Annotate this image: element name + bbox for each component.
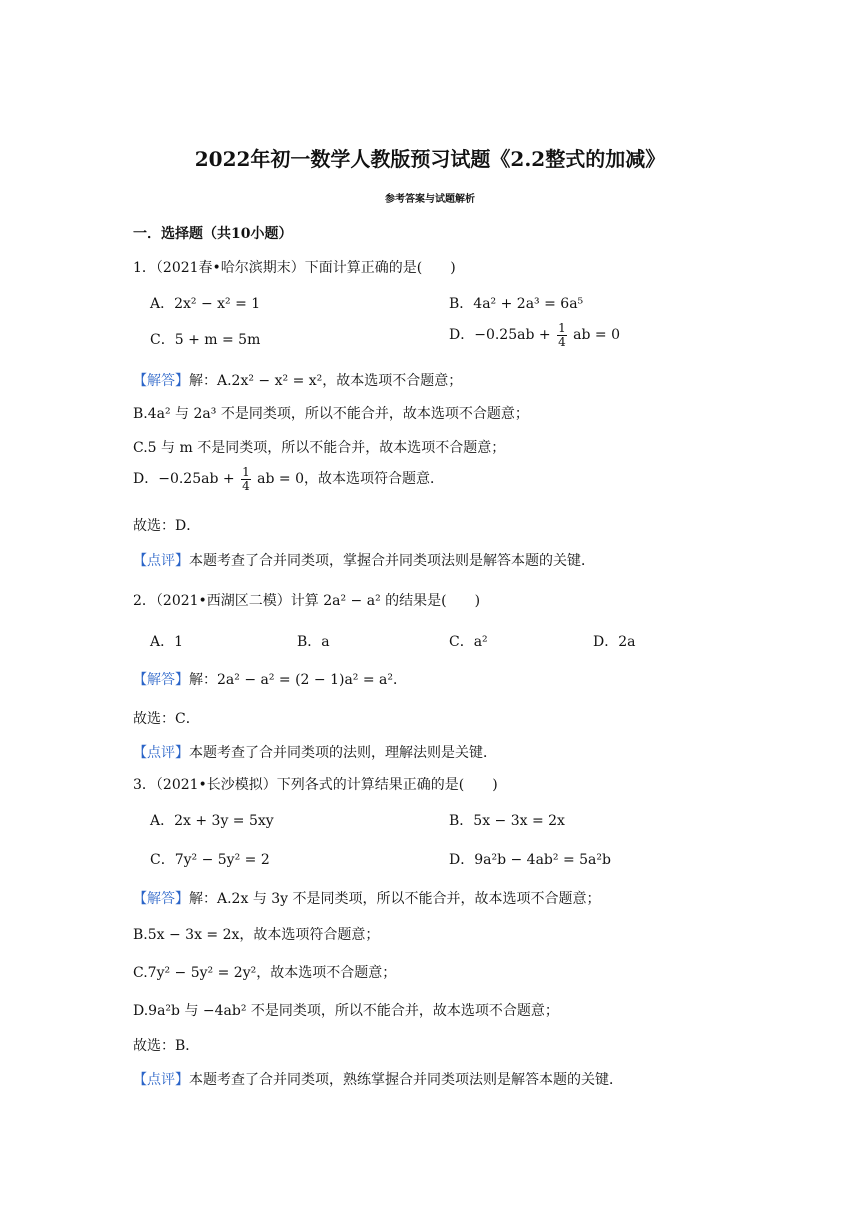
- q2-answer: 解：2a² − a² = (2 − 1)a² = a²．: [189, 672, 408, 688]
- q2-option-b: B．a: [297, 634, 330, 650]
- q2-comment: 本题考查了合并同类项的法则，理解法则是关键．: [189, 745, 497, 761]
- q3-option-b: B．5x − 3x = 2x: [449, 813, 565, 829]
- q1-option-d-right: ab = 0: [573, 327, 621, 344]
- q1-comment: 本题考查了合并同类项，掌握合并同类项法则是解答本题的关键．: [189, 553, 595, 569]
- q1-answer-d-fraction: [241, 466, 251, 492]
- q2-choice: 故选：C．: [133, 711, 200, 727]
- q3-stem: 3．（2021•长沙模拟）下列各式的计算结果正确的是( ): [133, 777, 498, 793]
- q1-choice: 故选：D．: [133, 518, 201, 534]
- page-subtitle: 参考答案与试题解析: [385, 194, 475, 205]
- q2-option-d: D．2a: [593, 634, 636, 650]
- q3-option-a: A．2x + 3y = 5xy: [150, 813, 274, 829]
- q3-answer-c: C.7y² − 5y² = 2y²，故本选项不合题意；: [133, 965, 397, 981]
- comment-label: 【点评】: [133, 553, 189, 569]
- q1-option-b: B．4a² + 2a³ = 6a⁵: [449, 296, 584, 312]
- q1-answer-c: C.5 与 m 不是同类项，所以不能合并，故本选项不合题意；: [133, 440, 506, 456]
- q3-choice: 故选：B．: [133, 1038, 200, 1054]
- q1-answer-d-right: ab = 0，故本选项符合题意．: [257, 471, 445, 488]
- fraction-numerator: 1: [558, 321, 566, 335]
- q3-answer-d: D.9a²b 与 −4ab² 不是同类项，所以不能合并，故本选项不合题意；: [133, 1003, 559, 1019]
- q3-comment: 本题考查了合并同类项，熟练掌握合并同类项法则是解答本题的关键．: [189, 1072, 623, 1088]
- comment-label: 【点评】: [133, 745, 189, 761]
- q3-option-d: D．9a²b − 4ab² = 5a²b: [449, 852, 611, 868]
- q2-option-a: A．1: [150, 634, 184, 650]
- comment-label: 【点评】: [133, 1072, 189, 1088]
- section-heading: 一．选择题（共10小题）: [133, 226, 293, 242]
- q1-option-d-fraction: [557, 322, 567, 348]
- q3-comment-line: [133, 1072, 623, 1090]
- q2-option-c: C．a²: [449, 634, 488, 650]
- fraction-numerator: 1: [242, 465, 250, 479]
- q2-answer-line: [133, 672, 407, 690]
- q1-answer-a: 解：A.2x² − x² = x²，故本选项不合题意；: [189, 373, 463, 389]
- q3-option-c: C．7y² − 5y² = 2: [150, 852, 270, 868]
- answer-label: 【解答】: [133, 891, 189, 907]
- q1-option-a: A．2x² − x² = 1: [150, 296, 261, 312]
- q1-comment-line: [133, 553, 595, 571]
- q1-option-d-left: D．−0.25ab +: [449, 327, 551, 344]
- page-title: 2022年初一数学人教版预习试题《2.2整式的加减》: [194, 147, 666, 171]
- q3-answer-line-a: [133, 891, 601, 909]
- q1-answer-d: [133, 466, 444, 492]
- q1-stem: 1．（2021春•哈尔滨期末）下面计算正确的是( ): [133, 260, 456, 276]
- answer-label: 【解答】: [133, 373, 189, 389]
- fraction-denominator: 4: [242, 478, 250, 493]
- q3-answer-a: 解：A.2x 与 3y 不是同类项，所以不能合并，故本选项不合题意；: [189, 891, 601, 907]
- q3-answer-b: B.5x − 3x = 2x，故本选项符合题意；: [133, 927, 380, 943]
- q2-stem: 2．（2021•西湖区二模）计算 2a² − a² 的结果是( ): [133, 593, 481, 609]
- q1-answer-d-left: D．−0.25ab +: [133, 471, 235, 488]
- q1-option-c: C．5 + m = 5m: [150, 332, 261, 348]
- fraction-denominator: 4: [558, 334, 566, 349]
- answer-label: 【解答】: [133, 672, 189, 688]
- q1-answer-b: B.4a² 与 2a³ 不是同类项，所以不能合并，故本选项不合题意；: [133, 406, 529, 422]
- q1-answer-line-a: [133, 373, 462, 391]
- q1-option-d: [449, 322, 620, 348]
- q2-comment-line: [133, 745, 497, 763]
